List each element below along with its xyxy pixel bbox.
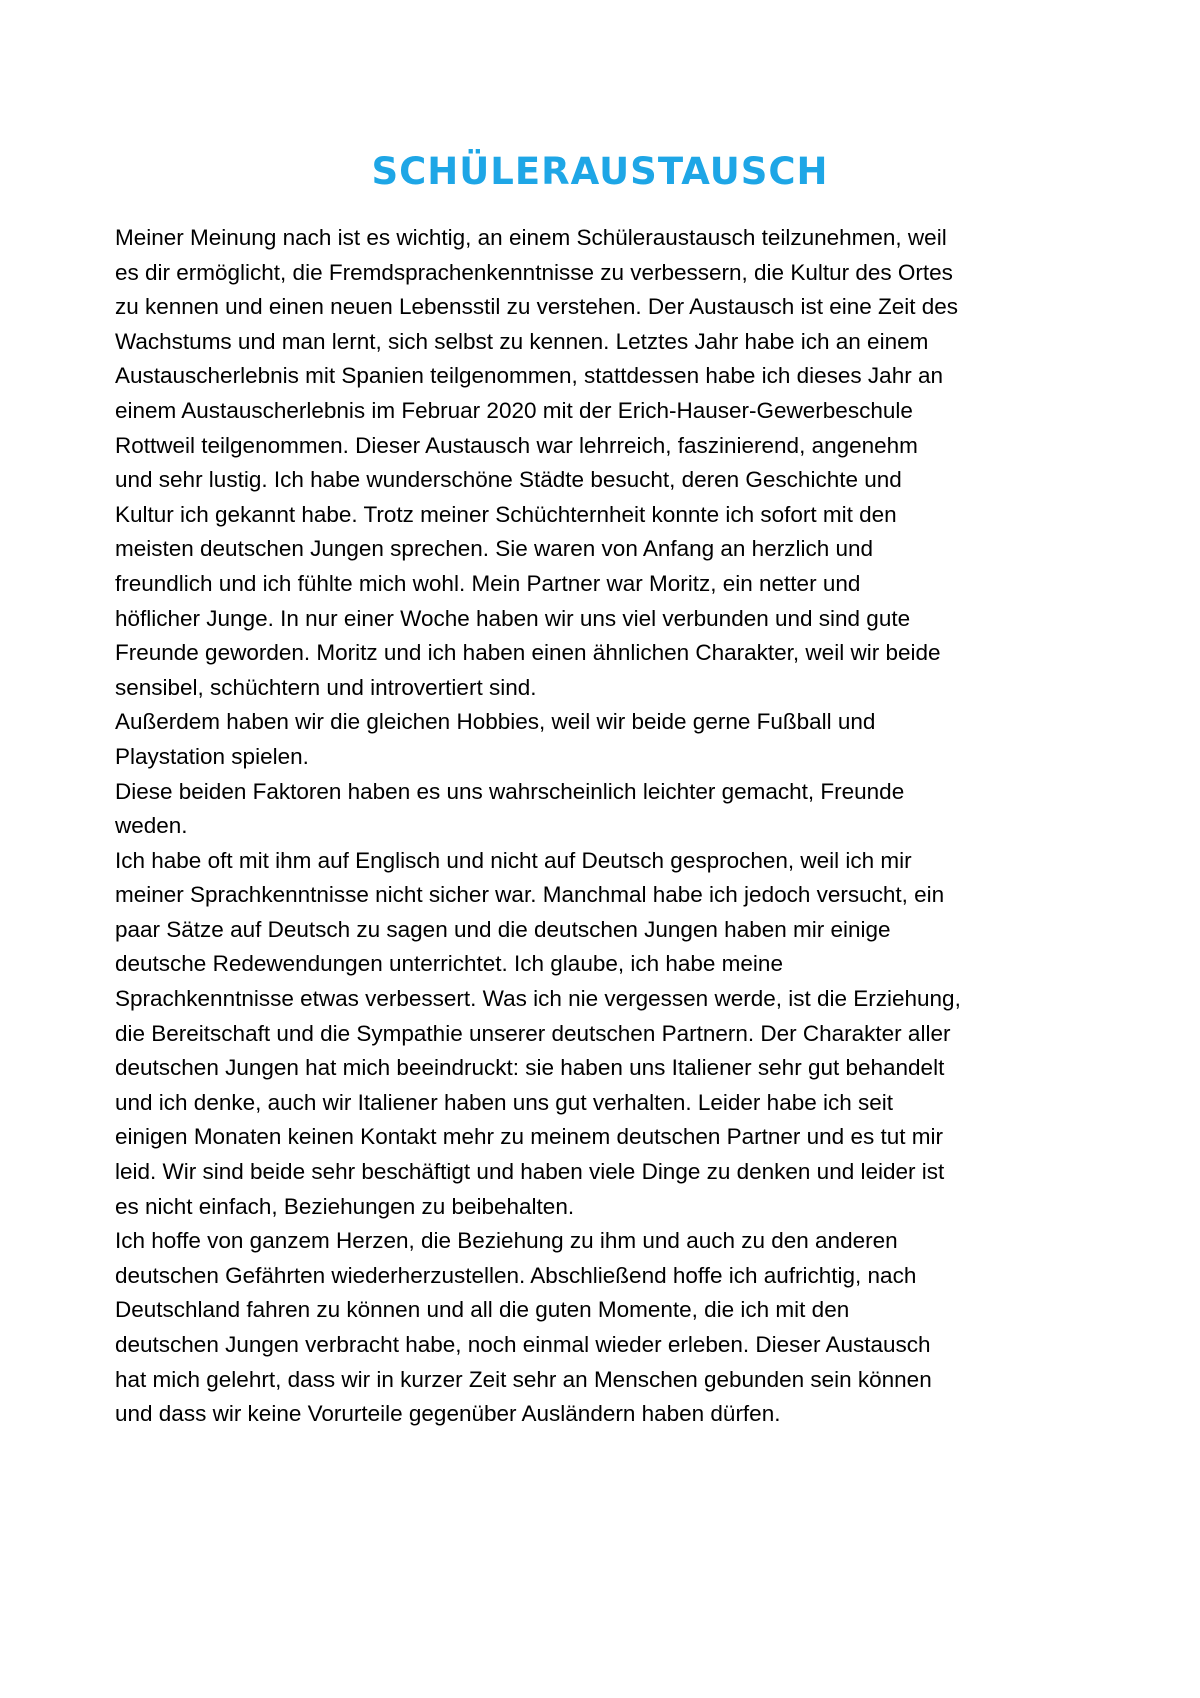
- text-line: Diese beiden Faktoren haben es uns wahrscheinlich leichter gemacht, Freunde: [115, 778, 905, 804]
- text-line: deutschen Jungen verbracht habe, noch einmal wieder erleben. Dieser Austausch: [115, 1332, 931, 1357]
- text-line: höflicher Junge. In nur einer Woche haben wir uns viel verbunden und sind gute: [115, 605, 911, 631]
- text-line: einem Austauscherlebnis im Februar 2020 mit der Erich-Hauser-Gewerbeschule: [115, 397, 913, 423]
- text-line: zu kennen und einen neuen Lebensstil zu verstehen. Der Austausch ist eine Zeit des: [115, 294, 959, 320]
- text-line: Austauscherlebnis mit Spanien teilgenommen, stattdessen habe ich dieses Jahr an: [115, 363, 943, 389]
- text-line: es dir ermöglicht, die Fremdsprachenkenntnisse zu verbessern, die Kultur des Ortes: [115, 259, 953, 285]
- text-line: die Bereitschaft und die Sympathie unserer deutschen Partnern. Der Charakter aller: [115, 1020, 951, 1046]
- text-line: Freunde geworden. Moritz und ich haben einen ähnlichen Charakter, weil wir beide: [115, 640, 941, 666]
- text-line: leid. Wir sind beide sehr beschäftigt und haben viele Dinge zu denken und leider ist: [115, 1159, 945, 1185]
- essay-body: [115, 221, 1105, 1432]
- text-line: deutschen Gefährten wiederherzustellen. Abschließend hoffe ich aufrichtig, nach: [115, 1262, 917, 1288]
- text-line: deutsche Redewendungen unterrichtet. Ich glaube, ich habe meine: [115, 951, 783, 977]
- text-line: weden.: [115, 813, 188, 839]
- text-line: hat mich gelehrt, dass wir in kurzer Zeit sehr an Menschen gebunden sein können: [115, 1366, 932, 1392]
- text-line: Deutschland fahren zu können und all die guten Momente, die ich mit den: [115, 1297, 850, 1323]
- text-line: und sehr lustig. Ich habe wunderschöne Städte besucht, deren Geschichte und: [115, 467, 902, 493]
- text-line: Meiner Meinung nach ist es wichtig, an einem Schüleraustausch teilzunehmen, weil: [115, 225, 947, 250]
- text-line: sensibel, schüchtern und introvertiert sind.: [115, 674, 537, 700]
- text-line: Ich habe oft mit ihm auf Englisch und nicht auf Deutsch gesprochen, weil ich mir: [115, 847, 912, 873]
- text-line: Rottweil teilgenommen. Dieser Austausch war lehrreich, faszinierend, angenehm: [115, 432, 918, 458]
- text-line: freundlich und ich fühlte mich wohl. Mein Partner war Moritz, ein netter und: [115, 570, 861, 596]
- text-line: es nicht einfach, Beziehungen zu beibehalten.: [115, 1193, 575, 1219]
- text-line: Kultur ich gekannt habe. Trotz meiner Schüchternheit konnte ich sofort mit den: [115, 501, 897, 527]
- text-line: Ich hoffe von ganzem Herzen, die Beziehung zu ihm und auch zu den anderen: [115, 1228, 898, 1254]
- text-line: Außerdem haben wir die gleichen Hobbies, weil wir beide gerne Fußball und: [115, 709, 876, 735]
- text-line: und dass wir keine Vorurteile gegenüber Ausländern haben dürfen.: [115, 1401, 781, 1427]
- text-line: Wachstums und man lernt, sich selbst zu kennen. Letztes Jahr habe ich an einem: [115, 328, 929, 354]
- text-line: und ich denke, auch wir Italiener haben uns gut verhalten. Leider habe ich seit: [115, 1089, 894, 1115]
- text-line: meisten deutschen Jungen sprechen. Sie waren von Anfang an herzlich und: [115, 536, 874, 562]
- text-line: einigen Monaten keinen Kontakt mehr zu meinem deutschen Partner und es tut mir: [115, 1124, 943, 1150]
- text-line: Playstation spielen.: [115, 743, 309, 769]
- text-line: meiner Sprachkenntnisse nicht sicher war. Manchmal habe ich jedoch versucht, ein: [115, 882, 945, 908]
- page-title: SCHÜLERAUSTAUSCH: [371, 150, 829, 193]
- text-line: Sprachkenntnisse etwas verbessert. Was ich nie vergessen werde, ist die Erziehung,: [115, 986, 961, 1012]
- text-line: paar Sätze auf Deutsch zu sagen und die deutschen Jungen haben mir einige: [115, 916, 891, 942]
- text-line: deutschen Jungen hat mich beeindruckt: sie haben uns Italiener sehr gut behandelt: [115, 1055, 945, 1081]
